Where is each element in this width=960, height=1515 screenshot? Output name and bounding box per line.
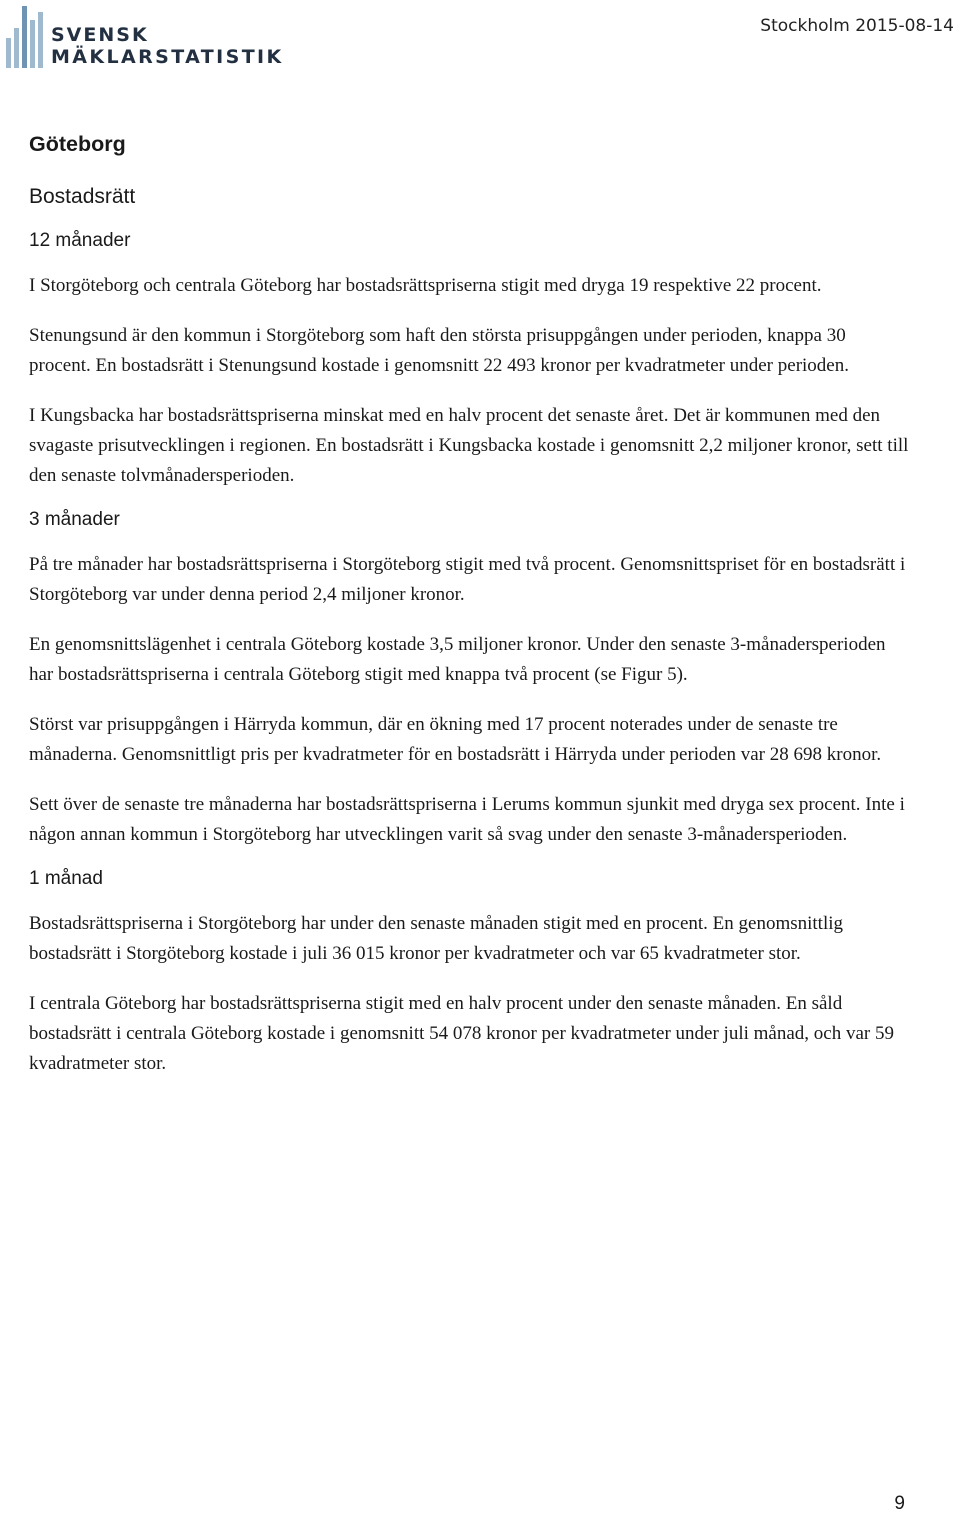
logo-bars-icon [6,6,43,68]
paragraph: En genomsnittslägenhet i centrala Göteborg kostade 3,5 miljoner kronor. Under den senaste 3-månadersperioden har bostadsrättspriserna i centrala Göteborg stigit med knappa två procent (se Figur 5). [29,634,886,685]
svensk-maklarstatistik-logo [6,6,284,68]
logo-line1: SVENSK [51,24,149,46]
section-heading: Bostadsrätt [29,185,136,208]
page-title: Göteborg [29,132,126,156]
logo-text [51,26,284,67]
page-header [0,0,960,80]
logo-line2: MÄKLARSTATISTIK [51,46,284,68]
paragraph: Stenungsund är den kommun i Storgöteborg som haft den största prisuppgången under perioden, knappa 30 procent. En bostadsrätt i Stenungsund kostade i genomsnitt 22 493 kronor per kvadratmeter under perioden. [29,325,849,376]
period-heading-3-months: 3 månader [29,509,120,530]
paragraph: I Storgöteborg och centrala Göteborg har bostadsrättspriserna stigit med dryga 19 respektive 22 procent. [29,275,822,296]
paragraph: Störst var prisuppgången i Härryda kommun, där en ökning med 17 procent noterades under de senaste tre månaderna. Genomsnittligt pris per kvadratmeter för en bostadsrätt i Härryda under perioden var 28 698 kronor. [29,714,882,765]
paragraph: På tre månader har bostadsrättspriserna i Storgöteborg stigit med två procent. Genomsnittspriset för en bostadsrätt i Storgöteborg var under denna period 2,4 miljoner kronor. [29,554,906,605]
document-body [29,128,909,1079]
paragraph: I centrala Göteborg har bostadsrättspriserna stigit med en halv procent under den senaste månaden. En såld bostadsrätt i centrala Göteborg kostade i genomsnitt 54 078 kronor per kvadratmeter under juli månad, och var 59 kvadratmeter stor. [29,993,894,1074]
page-number: 9 [894,1493,905,1514]
paragraph: Bostadsrättspriserna i Storgöteborg har under den senaste månaden stigit med en procent. En genomsnittlig bostadsrätt i Storgöteborg kostade i juli 36 015 kronor per kvadratmeter och var 65 kvadratmeter stor. [29,913,844,964]
paragraph: I Kungsbacka har bostadsrättspriserna minskat med en halv procent det senaste året. Det är kommunen med den svagaste prisutvecklingen i regionen. En bostadsrätt i Kungsbacka kostade i genomsnitt 2,2 miljoner kronor, sett till den senaste tolvmånadersperioden. [29,405,909,486]
period-heading-12-months: 12 månader [29,230,131,251]
period-heading-1-month: 1 månad [29,868,103,889]
paragraph: Sett över de senaste tre månaderna har bostadsrättspriserna i Lerums kommun sjunkit med dryga sex procent. Inte i någon annan kommun i Storgöteborg har utvecklingen varit så svag under den senaste 3-månadersperioden. [29,794,905,845]
header-date: Stockholm 2015-08-14 [760,16,954,36]
